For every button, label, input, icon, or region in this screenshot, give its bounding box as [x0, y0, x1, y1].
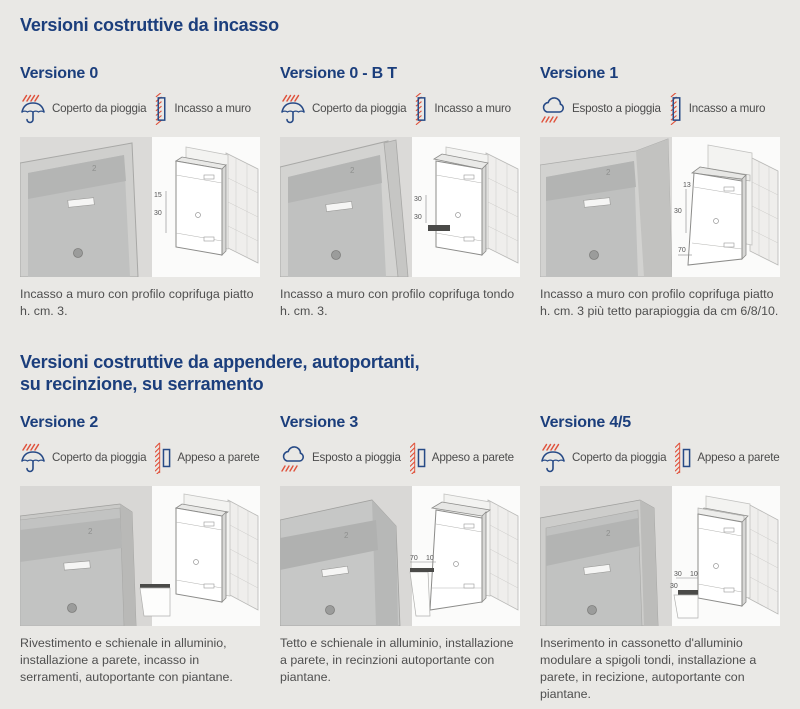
svg-text:30: 30	[154, 209, 162, 217]
product-figure	[280, 486, 520, 626]
wall-embed-icon	[415, 93, 428, 125]
icon-legend	[540, 437, 780, 479]
card-versione-2	[20, 414, 260, 703]
svg-text:2: 2	[92, 163, 97, 173]
svg-text:2: 2	[606, 167, 611, 177]
umbrella-rain-icon	[280, 93, 306, 125]
wall-hang-icon	[410, 442, 426, 474]
cards-row-appendere	[20, 414, 780, 703]
section-heading-line1: Versioni costruttive da appendere, autoportanti,	[20, 351, 420, 372]
card-versione-3	[280, 414, 520, 703]
weather-label: Coperto da pioggia	[52, 102, 147, 116]
svg-text:10: 10	[690, 570, 698, 578]
card-title: Versione 2	[20, 413, 99, 431]
cards-row-incasso	[20, 65, 780, 330]
card-title: Versione 4/5	[540, 413, 631, 431]
weather-label: Esposto a pioggia	[572, 102, 661, 116]
card-description: Incasso a muro con profilo coprifuga piatto h. cm. 3 più tetto parapioggia da cm 6/8/10.	[540, 286, 779, 319]
weather-label: Coperto da pioggia	[312, 102, 407, 116]
product-figure	[280, 137, 520, 277]
rain-cloud-icon	[540, 93, 566, 125]
icon-legend	[280, 437, 520, 479]
product-figure	[540, 137, 780, 277]
card-title: Versione 3	[280, 413, 359, 431]
card-description: Incasso a muro con profilo coprifuga tondo h. cm. 3.	[280, 286, 515, 319]
icon-legend	[20, 88, 260, 130]
mount-label: Incasso a muro	[434, 102, 511, 116]
wall-hang-icon	[675, 442, 691, 474]
svg-text:10: 10	[426, 554, 434, 562]
card-title: Versione 0	[20, 64, 99, 82]
card-description: Rivestimento e schienale in alluminio, installazione a parete, incasso in serramenti, autoportante con piantane.	[20, 635, 233, 685]
svg-text:2: 2	[344, 530, 349, 540]
svg-text:2: 2	[606, 528, 611, 538]
svg-text:30: 30	[414, 195, 422, 203]
card-versione-0-bt	[280, 65, 520, 330]
product-figure	[20, 137, 260, 277]
mount-label: Appeso a parete	[697, 451, 780, 465]
card-title: Versione 1	[540, 64, 619, 82]
weather-label: Coperto da pioggia	[52, 451, 147, 465]
section-heading-incasso: Versioni costruttive da incasso	[20, 15, 279, 35]
section-heading-appendere	[20, 352, 780, 396]
card-versione-1	[540, 65, 780, 330]
section-heading-line2: su recinzione, su serramento	[20, 373, 264, 394]
svg-text:30: 30	[670, 582, 678, 590]
umbrella-rain-icon	[20, 442, 46, 474]
mount-label: Incasso a muro	[174, 102, 251, 116]
product-figure	[20, 486, 260, 626]
weather-label: Coperto da pioggia	[572, 451, 667, 465]
product-figure	[540, 486, 780, 626]
mount-label: Appeso a parete	[431, 451, 514, 465]
wall-embed-icon	[670, 93, 683, 125]
svg-text:30: 30	[414, 213, 422, 221]
svg-text:2: 2	[88, 526, 93, 536]
svg-text:30: 30	[674, 207, 682, 215]
svg-text:2: 2	[350, 165, 355, 175]
svg-text:70: 70	[678, 246, 686, 254]
card-description: Inserimento in cassonetto d'alluminio modulare a spigoli tondi, installazione a parete, in recizione, autoportante con piantane.	[540, 635, 757, 702]
rain-cloud-icon	[280, 442, 306, 474]
svg-text:13: 13	[683, 181, 691, 189]
wall-embed-icon	[155, 93, 168, 125]
card-description: Incasso a muro con profilo coprifuga piatto h. cm. 3.	[20, 286, 254, 319]
umbrella-rain-icon	[20, 93, 46, 125]
card-versione-4-5	[540, 414, 780, 703]
mount-label: Incasso a muro	[688, 102, 766, 116]
card-title: Versione 0 - B T	[280, 64, 397, 82]
svg-text:15: 15	[154, 191, 162, 199]
svg-text:70: 70	[410, 554, 418, 562]
icon-legend	[280, 88, 520, 130]
weather-label: Esposto a pioggia	[312, 451, 401, 465]
card-description: Tetto e schienale in alluminio, installazione a parete, in recinzioni autoportante con piantane.	[280, 635, 514, 685]
icon-legend	[20, 437, 260, 479]
wall-hang-icon	[155, 442, 171, 474]
svg-text:30: 30	[674, 570, 682, 578]
umbrella-rain-icon	[540, 442, 566, 474]
icon-legend	[540, 88, 780, 130]
mount-label: Appeso a parete	[177, 451, 260, 465]
card-versione-0	[20, 65, 260, 330]
